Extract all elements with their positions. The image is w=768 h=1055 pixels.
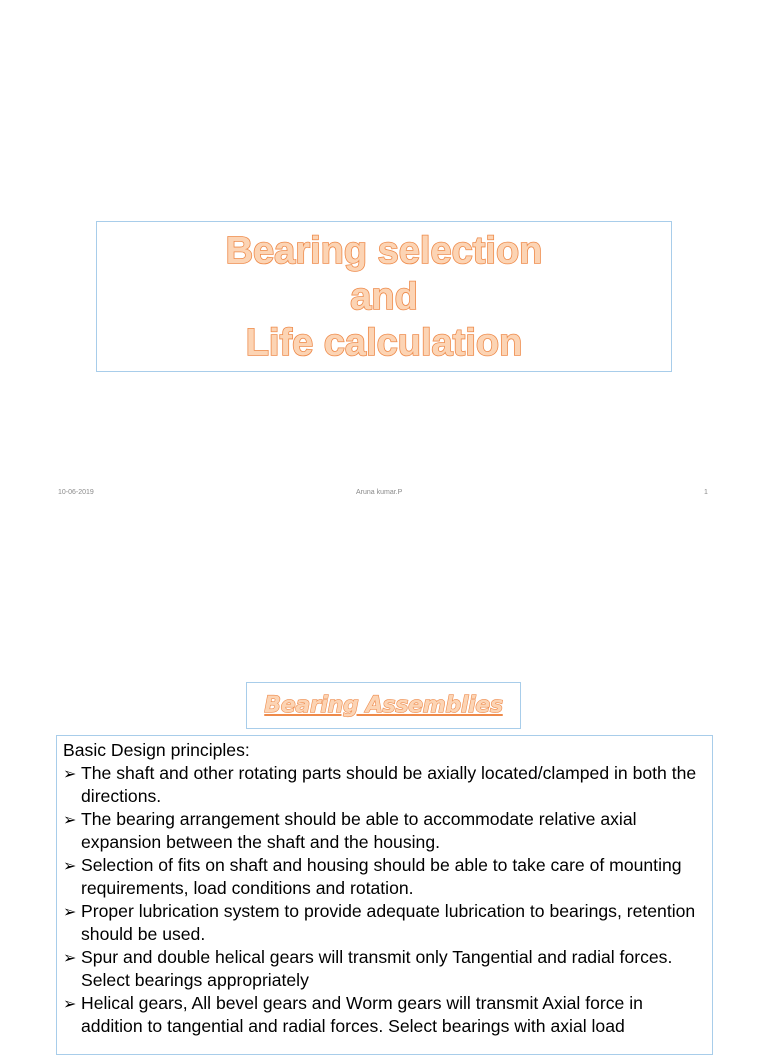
section-heading: Bearing Assemblies xyxy=(264,693,503,718)
list-item xyxy=(63,900,704,946)
title-line-3: Life calculation xyxy=(245,321,523,364)
content-box xyxy=(56,735,713,1055)
title-box xyxy=(96,221,672,372)
list-item-text: Selection of fits on shaft and housing should be able to take care of mounting requirements, load conditions and rotation. xyxy=(81,855,682,898)
arrow-bullet-icon: ➢ xyxy=(63,902,77,921)
list-item-text: The bearing arrangement should be able to accommodate relative axial expansion between the shaft and the housing. xyxy=(81,809,637,852)
intro-text: Basic Design principles: xyxy=(63,740,250,760)
list-item-text: The shaft and other rotating parts should be axially located/clamped in both the directions. xyxy=(81,763,697,806)
footer-date: 10-06-2019 xyxy=(58,489,94,496)
bullet-list xyxy=(63,762,704,1038)
footer-page-number: 1 xyxy=(704,489,708,496)
footer-author: Aruna kumar.P xyxy=(356,489,403,496)
section-heading-box xyxy=(246,682,521,729)
list-item xyxy=(63,808,704,854)
list-item xyxy=(63,992,704,1038)
list-item xyxy=(63,854,704,900)
list-item xyxy=(63,762,704,808)
arrow-bullet-icon: ➢ xyxy=(63,994,77,1013)
list-item-text: Helical gears, All bevel gears and Worm gears will transmit Axial force in addition to tangential and radial forces. Select bearings with axial load xyxy=(81,993,643,1036)
list-item xyxy=(63,946,704,992)
arrow-bullet-icon: ➢ xyxy=(63,810,77,829)
title-line-2: and xyxy=(350,275,418,318)
arrow-bullet-icon: ➢ xyxy=(63,764,77,783)
list-item-text: Spur and double helical gears will transmit only Tangential and radial forces. Select bearings appropriately xyxy=(81,947,673,990)
title-line-1: Bearing selection xyxy=(225,229,543,272)
arrow-bullet-icon: ➢ xyxy=(63,948,77,967)
list-item-text: Proper lubrication system to provide adequate lubrication to bearings, retention should be used. xyxy=(81,901,696,944)
arrow-bullet-icon: ➢ xyxy=(63,856,77,875)
